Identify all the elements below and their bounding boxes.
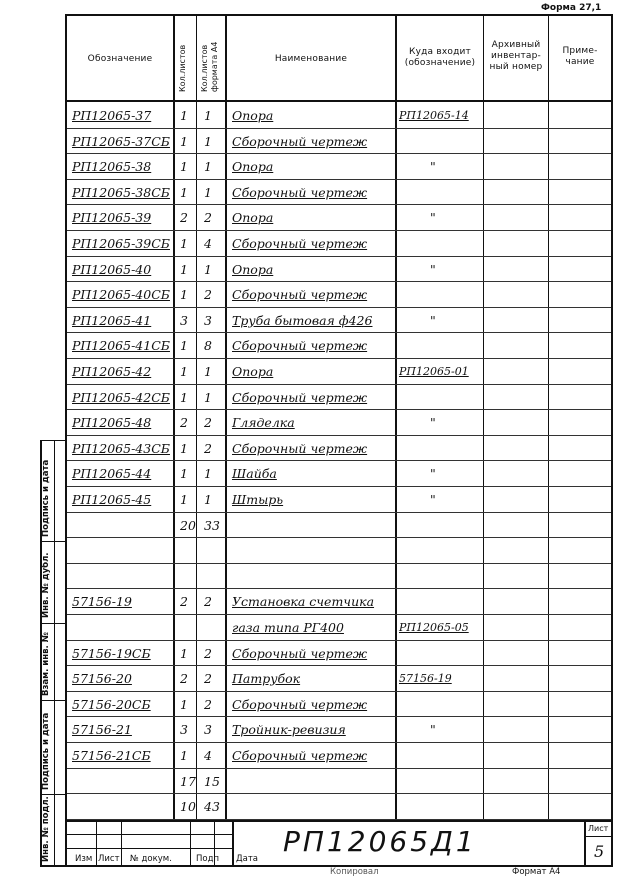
row-designation: РП12065-45 [72, 492, 152, 507]
row-sheets-a4: 8 [204, 338, 212, 353]
row-sheets: 1 [180, 236, 188, 251]
row-name: Сборочный чертеж [232, 134, 368, 149]
row-designation: РП12065-37 [72, 108, 152, 123]
row-sheets: 1 [180, 466, 188, 481]
row-sheets-a4: 1 [204, 390, 212, 405]
footer-copied: Копировал [330, 867, 379, 877]
row-where-used: РП12065-01 [399, 365, 469, 378]
row-sheets: 2 [180, 671, 188, 686]
row-line [67, 179, 611, 180]
row-name: газа типа РГ400 [232, 620, 344, 635]
row-sheets: 1 [180, 338, 188, 353]
row-sheets-a4: 1 [204, 108, 212, 123]
row-line [67, 665, 611, 666]
row-where-used: " [430, 210, 436, 225]
row-line [67, 409, 611, 410]
row-sheets: 17 [180, 774, 196, 789]
row-designation: РП12065-43СБ [72, 441, 170, 456]
stamp-vzam-inv: Взам. инв. № [41, 632, 51, 696]
row-sheets-a4: 2 [204, 671, 212, 686]
row-designation: 57156-20 [72, 671, 132, 686]
row-where-used: " [430, 722, 436, 737]
stamp-inv-orig: Инв. № подл. [41, 796, 51, 862]
row-name: Опора [232, 108, 274, 123]
row-designation: РП12065-44 [72, 466, 152, 481]
row-sheets: 10 [180, 799, 196, 814]
row-sheets-a4: 2 [204, 210, 212, 225]
title-data: Дата [236, 854, 259, 864]
row-sheets-a4: 1 [204, 466, 212, 481]
title-sheet-label: Лист [588, 824, 609, 833]
row-name: Гляделка [232, 415, 295, 430]
row-name: Труба бытовая ф426 [232, 313, 373, 328]
row-sheets-a4: 1 [204, 134, 212, 149]
row-name: Патрубок [232, 671, 301, 686]
row-designation: РП12065-42СБ [72, 390, 170, 405]
row-sheets-a4: 33 [204, 518, 220, 533]
row-designation: 57156-21 [72, 722, 132, 737]
row-name: Сборочный чертеж [232, 185, 368, 200]
row-designation: РП12065-38 [72, 159, 152, 174]
row-sheets-a4: 2 [204, 646, 212, 661]
row-name: Опора [232, 262, 274, 277]
row-designation: 57156-19СБ [72, 646, 151, 661]
row-line [67, 307, 611, 308]
frame-right [611, 14, 613, 867]
row-designation: РП12065-41СБ [72, 338, 170, 353]
row-sheets-a4: 2 [204, 287, 212, 302]
footer-format: Формат А4 [512, 867, 561, 877]
document-code: РП12065Д1 [283, 825, 477, 858]
row-name: Опора [232, 364, 274, 379]
row-sheets: 2 [180, 594, 188, 609]
row-line [67, 640, 611, 641]
row-designation: 57156-19 [72, 594, 132, 609]
row-designation: РП12065-40СБ [72, 287, 170, 302]
row-sheets-a4: 1 [204, 492, 212, 507]
row-sheets: 1 [180, 185, 188, 200]
row-where-used: РП12065-14 [399, 109, 469, 122]
row-sheets-a4: 1 [204, 159, 212, 174]
row-sheets-a4: 43 [204, 799, 220, 814]
row-sheets: 2 [180, 415, 188, 430]
title-list: Лист [98, 854, 120, 864]
row-sheets: 1 [180, 646, 188, 661]
row-line [67, 563, 611, 564]
row-line [67, 230, 611, 231]
frame-top [65, 14, 613, 16]
row-line [67, 537, 611, 538]
row-sheets: 1 [180, 287, 188, 302]
row-sheets-a4: 15 [204, 774, 220, 789]
row-name: Сборочный чертеж [232, 697, 368, 712]
header-designation: Обозначение [87, 54, 153, 64]
row-line [67, 281, 611, 282]
stamp-sign-date-top: Подпись и дата [41, 459, 51, 537]
row-name: Сборочный чертеж [232, 646, 368, 661]
header-where-used: Куда входит (обозначение) [404, 47, 476, 68]
row-sheets: 1 [180, 390, 188, 405]
row-designation: РП12065-39 [72, 210, 152, 225]
row-name: Шайба [232, 466, 277, 481]
row-sheets: 1 [180, 697, 188, 712]
row-sheets-a4: 2 [204, 594, 212, 609]
row-line [67, 793, 611, 794]
row-name: Сборочный чертеж [232, 748, 368, 763]
row-sheets-a4: 3 [204, 313, 212, 328]
row-sheets: 1 [180, 159, 188, 174]
row-line [67, 691, 611, 692]
row-where-used: " [430, 492, 436, 507]
row-designation: РП12065-37СБ [72, 134, 170, 149]
row-sheets-a4: 1 [204, 364, 212, 379]
row-name: Тройник-ревизия [232, 722, 346, 737]
row-line [67, 460, 611, 461]
row-sheets: 3 [180, 313, 188, 328]
row-line [67, 204, 611, 205]
row-sheets-a4: 4 [204, 748, 212, 763]
row-line [67, 742, 611, 743]
row-line [67, 614, 611, 615]
row-name: Сборочный чертеж [232, 338, 368, 353]
row-where-used: " [430, 466, 436, 481]
row-sheets: 1 [180, 134, 188, 149]
row-line [67, 768, 611, 769]
row-name: Штырь [232, 492, 284, 507]
row-designation: РП12065-42 [72, 364, 152, 379]
row-sheets: 1 [180, 492, 188, 507]
title-podp: Подп [196, 854, 220, 864]
row-sheets-a4: 2 [204, 441, 212, 456]
row-sheets: 1 [180, 364, 188, 379]
stamp-sign-date: Подпись и дата [41, 712, 51, 790]
row-designation: 57156-21СБ [72, 748, 151, 763]
stamp-inv-dubl: Инв. № дубл. [41, 552, 51, 618]
row-name: Установка счетчика [232, 594, 375, 609]
row-where-used: РП12065-05 [399, 621, 469, 634]
form-label: Форма 27,1 [541, 3, 602, 13]
row-line [67, 358, 611, 359]
row-designation: РП12065-48 [72, 415, 152, 430]
row-sheets-a4: 1 [204, 185, 212, 200]
row-line [67, 128, 611, 129]
row-sheets-a4: 2 [204, 415, 212, 430]
row-designation: 57156-20СБ [72, 697, 151, 712]
row-where-used: " [430, 262, 436, 277]
title-doc: № докум. [130, 854, 172, 864]
row-where-used: " [430, 159, 436, 174]
row-designation: РП12065-41 [72, 313, 152, 328]
row-name: Опора [232, 210, 274, 225]
row-sheets: 1 [180, 441, 188, 456]
header-archive: Архивный инвентар-ный номер [489, 40, 543, 72]
row-line [67, 332, 611, 333]
row-name: Сборочный чертеж [232, 236, 368, 251]
row-sheets: 1 [180, 108, 188, 123]
row-name: Опора [232, 159, 274, 174]
row-sheets-a4: 2 [204, 697, 212, 712]
row-line [67, 153, 611, 154]
row-where-used: " [430, 313, 436, 328]
row-designation: РП12065-40 [72, 262, 152, 277]
title-sheet-number: 5 [594, 842, 605, 861]
title-izm: Изм [75, 854, 93, 864]
row-line [67, 512, 611, 513]
row-sheets: 3 [180, 722, 188, 737]
row-sheets-a4: 3 [204, 722, 212, 737]
header-sheets-a4: Кол.листов формата А4 [200, 41, 219, 92]
row-line [67, 384, 611, 385]
row-sheets: 1 [180, 262, 188, 277]
header-sheets: Кол.листов [178, 44, 187, 92]
row-name: Сборочный чертеж [232, 287, 368, 302]
row-line [67, 486, 611, 487]
header-note: Приме-чание [562, 46, 598, 67]
row-sheets: 2 [180, 210, 188, 225]
row-where-used: 57156-19 [399, 672, 452, 685]
row-name: Сборочный чертеж [232, 390, 368, 405]
row-line [67, 256, 611, 257]
row-sheets: 20 [180, 518, 196, 533]
row-sheets-a4: 1 [204, 262, 212, 277]
row-designation: РП12065-38СБ [72, 185, 170, 200]
row-sheets: 1 [180, 748, 188, 763]
row-line [67, 435, 611, 436]
row-line [67, 716, 611, 717]
row-sheets-a4: 4 [204, 236, 212, 251]
row-designation: РП12065-39СБ [72, 236, 170, 251]
header-name: Наименование [274, 54, 348, 64]
row-name: Сборочный чертеж [232, 441, 368, 456]
row-line [67, 588, 611, 589]
row-where-used: " [430, 415, 436, 430]
